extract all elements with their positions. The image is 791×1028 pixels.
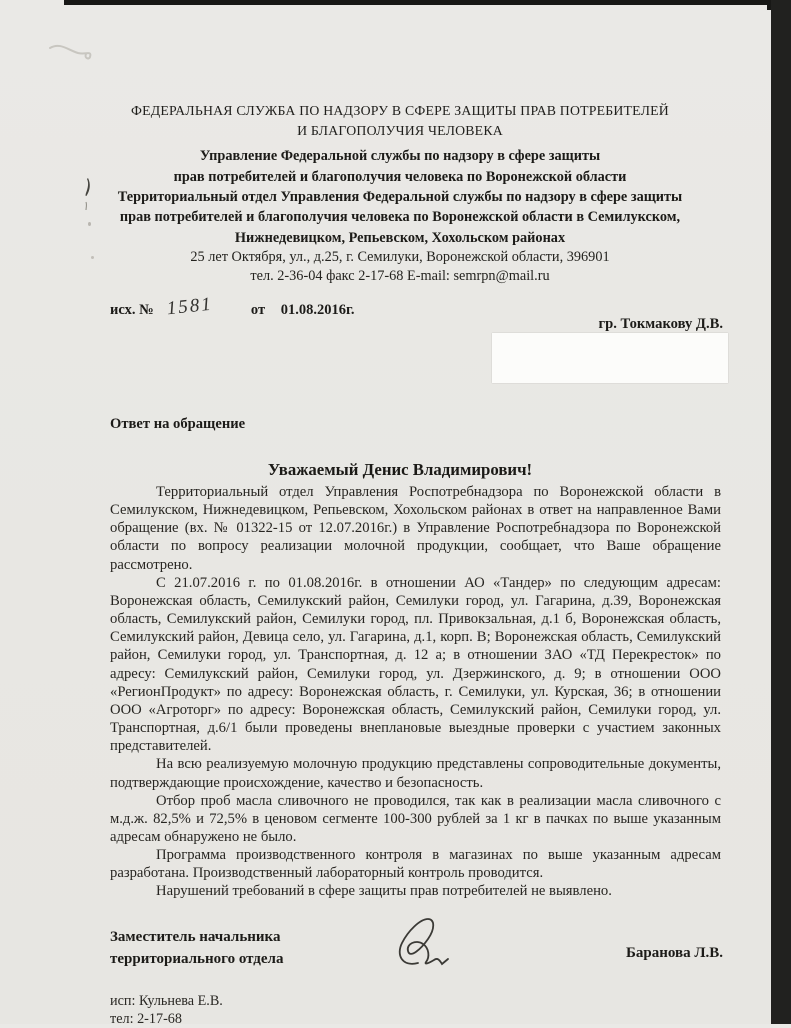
letter-body — [110, 483, 721, 901]
letterhead — [80, 101, 720, 187]
org-name-line1: ФЕДЕРАЛЬНАЯ СЛУЖБА ПО НАДЗОРУ В СФЕРЕ ЗАЩИТЫ ПРАВ ПОТРЕБИТЕЛЕЙ — [131, 103, 669, 118]
signer-name: Баранова Л.В. — [625, 945, 723, 961]
outgoing-number-label: исх. № — [110, 302, 154, 318]
signer-position-line2: территориального отдела — [110, 950, 284, 967]
territorial-line1: Территориальный отдел Управления Федеральной службы по надзору в сфере защиты — [117, 189, 683, 205]
department-line2: прав потребителей и благополучия человека по Воронежской области — [173, 168, 627, 185]
executor-phone: тел: 2-17-68 — [110, 1010, 182, 1027]
reference-line — [110, 293, 355, 320]
date-label: от — [250, 302, 266, 318]
scan-edge-right — [771, 0, 791, 1024]
subject-line: Ответ на обращение — [110, 416, 246, 432]
paragraph: Территориальный отдел Управления Роспотребнадзора по Воронежской области в Семилукском, Нижнедевицком, Репьевском, Хохольском районах в ответ на направленное Вами обращение (вх. № 01322-15 от 12.07.2016г.) в Управление Роспотребнадзора по Воронежской области по вопросу реализации молочной продукции, сообщает, что Ваше обращение рассмотрено. — [110, 484, 721, 573]
paragraph: С 21.07.2016 г. по 01.08.2016г. в отношении АО «Тандер» по следующим адресам: Воронежская область, Семилукский район, Семилуки город, ул. Гагарина, д.39, Воронежская область, Семилукский район, Семилуки город, пл. Привокзальная, д.1 б, Воронежская область, Семилукский район, Девица село, ул. Гагарина, д.1, корп. В; Воронежская область, Семилукский район, Семилуки город, ул. Транспортная, д. 12 а; в отношении ЗАО «ТД Перекресток» по адресу: Семилукский район, Семилуки город, ул. Дзержинского, д. 9; в отношении ООО «РегионПродукт» по адресу: Воронежская область, г. Семилуки, ул. Курская, 36; в отношении ООО «Агроторг» по адресу: Воронежская область, Семилукский район, Семилуки город, ул. Транспортная, д.6/1 были проведены внеплановые выездные проверки с участием законных представителей. — [110, 574, 721, 755]
territorial-office-block — [72, 187, 728, 287]
scan-edge-top — [64, 0, 791, 5]
territorial-line2: прав потребителей и благополучия человека по Воронежской области в Семилукском, — [119, 209, 681, 226]
pencil-mark — [46, 36, 108, 64]
paragraph: Нарушений требований в сфере защиты прав потребителей не выявлено. — [156, 883, 612, 900]
territorial-line3: Нижнедевицком, Репьевском, Хохольском районах — [234, 229, 566, 246]
department-line1: Управление Федеральной службы по надзору в сфере защиты — [199, 148, 601, 165]
paragraph: Программа производственного контроля в магазинах по выше указанным адресам разработана. Производственный лабораторный контроль проводится. — [110, 847, 721, 882]
signer-position-line1: Заместитель начальника — [110, 929, 281, 945]
footer-block — [110, 993, 223, 1028]
org-name-line2: И БЛАГОПОЛУЧИЯ ЧЕЛОВЕКА — [297, 123, 503, 139]
salutation: Уважаемый Денис Владимирович! — [267, 460, 533, 479]
executor-line: исп: Кульнева Е.В. — [110, 993, 223, 1009]
date-value: 01.08.2016г. — [280, 302, 355, 318]
paragraph: На всю реализуемую молочную продукцию представлены сопроводительные документы, подтверждающие происхождение, качество и безопасность. — [110, 756, 721, 791]
handwritten-outgoing-number: 1581 — [166, 293, 215, 320]
paragraph: Отбор проб масла сливочного не проводился, так как в реализации масла сливочного с м.д.ж. 82,5% и 72,5% в ценовом сегменте 100-300 рублей за 1 кг в пачках по выше указанным адресам обнаружено не было. — [110, 792, 721, 845]
signer-position — [110, 927, 283, 970]
addressee: гр. Токмакову Д.В. — [598, 316, 723, 332]
signature-scribble — [388, 911, 466, 981]
contact-line: тел. 2-36-04 факс 2-17-68 E-mail: semrpn@mail.ru — [250, 268, 550, 285]
redaction-box — [492, 333, 728, 383]
postal-address: 25 лет Октября, ул., д.25, г. Семилуки, Воронежской области, 396901 — [190, 248, 610, 265]
